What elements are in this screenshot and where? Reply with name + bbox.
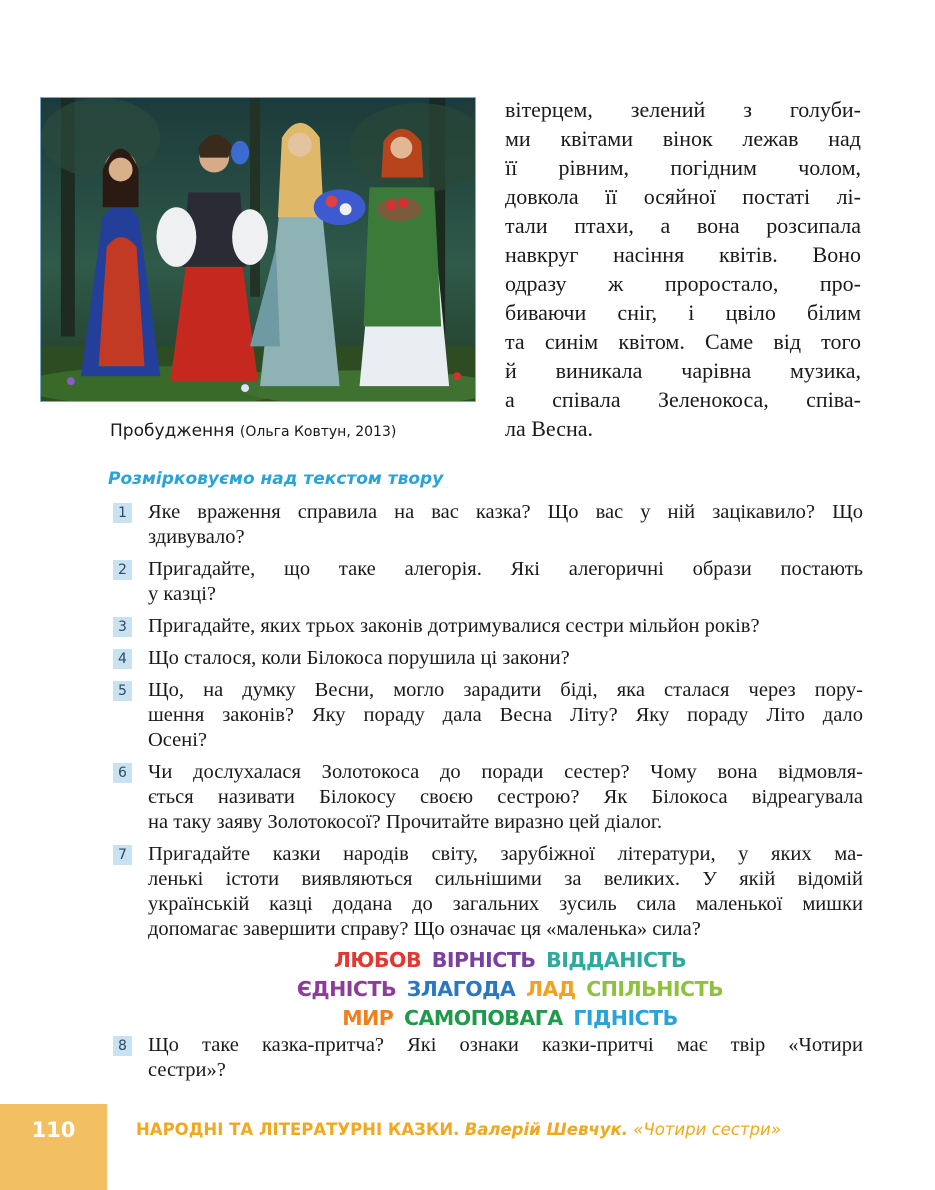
question-item [113, 614, 863, 639]
caption-credit: (Ольга Ковтун, 2013) [239, 424, 397, 440]
values-word-cloud [210, 946, 810, 1033]
question-line: шення законів? Яку пораду дала Весна Літу? Яку пораду Літо дало [148, 704, 863, 726]
text-line: та синім квітом. Саме від того [505, 329, 861, 354]
value-word: САМОПОВАГА [403, 1006, 563, 1030]
running-title-work: «Чотири сестри» [633, 1120, 781, 1139]
question-line: Пригадайте казки народів світу, зарубіжної літератури, у яких ма- [148, 843, 863, 865]
running-title [136, 1120, 781, 1139]
value-word: ЄДНІСТЬ [296, 977, 397, 1001]
question-text [148, 500, 863, 550]
question-item [113, 500, 863, 550]
question-line: Осені? [148, 729, 208, 751]
text-line: навкруг насіння квітів. Воно [505, 242, 861, 267]
question-line: Чи дослухалася Золотокоса до поради сестер? Чому вона відмовля- [148, 761, 863, 783]
question-number: 6 [113, 763, 132, 783]
question-line: допомагає завершити справу? Що означає ця «маленька» сила? [148, 918, 701, 940]
question-text [148, 842, 863, 942]
question-number: 8 [113, 1036, 132, 1056]
value-word: ВІДДАНІСТЬ [546, 948, 687, 972]
text-line: тали птахи, а вона розсипала [505, 213, 861, 238]
values-row [210, 975, 810, 1004]
question-text [148, 614, 863, 639]
question-number: 1 [113, 503, 132, 523]
question-number: 7 [113, 845, 132, 865]
question-line: здивувало? [148, 526, 245, 548]
text-line: її рівним, погідним чолом, [505, 155, 861, 180]
running-title-section: НАРОДНІ ТА ЛІТЕРАТУРНІ КАЗКИ. [136, 1120, 460, 1139]
question-item [113, 557, 863, 607]
questions-list [113, 500, 863, 949]
caption-title: Пробудження [110, 421, 235, 441]
question-text [148, 1033, 863, 1083]
question-item [113, 1033, 863, 1083]
question-item [113, 678, 863, 753]
question-text [148, 646, 863, 671]
question-item [113, 760, 863, 835]
text-line: ла Весна. [505, 416, 594, 441]
page-number: 110 [31, 1118, 76, 1142]
question-number: 5 [113, 681, 132, 701]
values-row [210, 1004, 810, 1033]
value-word: ВІРНІСТЬ [431, 948, 536, 972]
text-line: довкола її осяйної постаті лі- [505, 184, 861, 209]
questions-list-continued [113, 1033, 863, 1090]
question-line: українській казці додана до загальних зусиль сила маленької мишки [148, 893, 863, 915]
question-line: Що таке казка-притча? Які ознаки казки-притчі має твір «Чотири [148, 1034, 863, 1056]
values-row [210, 946, 810, 975]
question-line: Пригадайте, що таке алегорія. Які алегоричні образи постають [148, 558, 863, 580]
question-line: Що сталося, коли Білокоса порушила ці закони? [148, 647, 570, 669]
question-number: 4 [113, 649, 132, 669]
value-word: СПІЛЬНІСТЬ [586, 977, 724, 1001]
four-sisters-illustration [41, 98, 475, 401]
question-line: у казці? [148, 583, 216, 605]
question-line: сестри»? [148, 1059, 226, 1081]
question-line: ється називати Білокосу своєю сестрою? Як Білокоса відреагувала [148, 786, 863, 808]
text-line: одразу ж проростало, про- [505, 271, 861, 296]
text-line: биваючи сніг, і цвіло білим [505, 300, 861, 325]
question-number: 3 [113, 617, 132, 637]
painting-image [40, 97, 476, 402]
question-item [113, 842, 863, 942]
question-line: ленькі істоти виявляються сильнішими за великих. У якій відомій [148, 868, 863, 890]
question-text [148, 760, 863, 835]
question-line: Що, на думку Весни, могло зарадити біді, яка сталася через пору- [148, 679, 863, 701]
question-line: Пригадайте, яких трьох законів дотримувалися сестри мільйон років? [148, 615, 760, 637]
question-text [148, 678, 863, 753]
question-line: на таку заяву Золотокосої? Прочитайте виразно цей діалог. [148, 811, 663, 833]
section-heading: Розмірковуємо над текстом твору [108, 469, 444, 489]
text-line: а співала Зеленокоса, співа- [505, 387, 861, 412]
question-item [113, 646, 863, 671]
question-text [148, 557, 863, 607]
value-word: ЛАД [525, 977, 576, 1001]
text-line: ми квітами вінок лежав над [505, 126, 861, 151]
value-word: ЗЛАГОДА [406, 977, 516, 1001]
page-number-tab [0, 1104, 107, 1190]
running-title-author: Валерій Шевчук. [464, 1120, 628, 1139]
story-text-column [505, 95, 861, 443]
text-line: вітерцем, зелений з голуби- [505, 97, 861, 122]
value-word: ГІДНІСТЬ [573, 1006, 678, 1030]
text-line: й виникала чарівна музика, [505, 358, 861, 383]
figure-caption [110, 421, 396, 441]
question-number: 2 [113, 560, 132, 580]
question-line: Яке враження справила на вас казка? Що вас у ній зацікавило? Що [148, 501, 863, 523]
value-word: МИР [342, 1006, 394, 1030]
value-word: ЛЮБОВ [333, 948, 422, 972]
